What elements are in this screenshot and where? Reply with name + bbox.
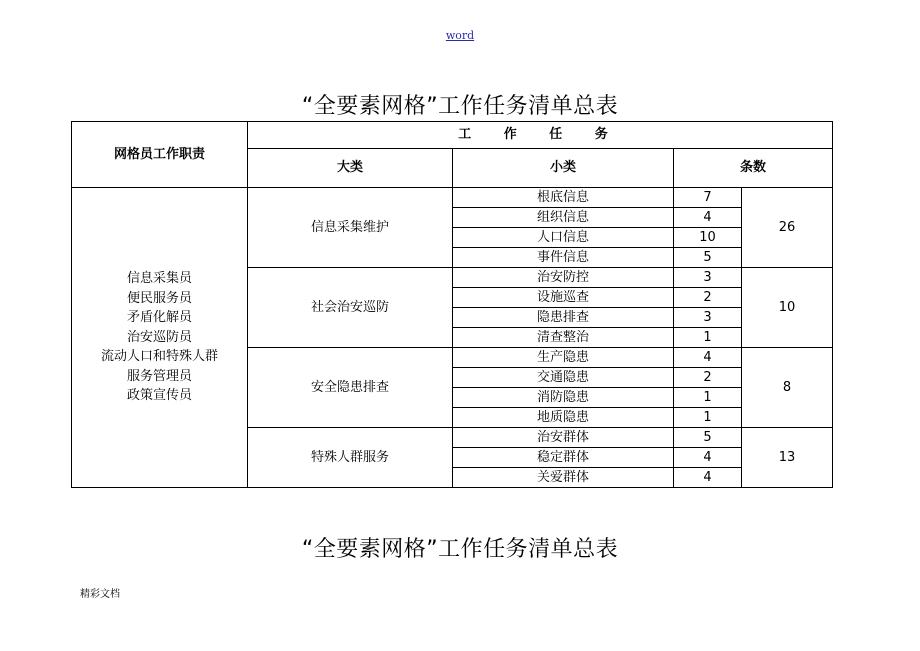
minor-category: 消防隐患: [453, 388, 674, 408]
page-title: “全要素网格”工作任务清单总表: [301, 94, 619, 119]
item-count: 4: [674, 208, 742, 228]
major-category: 特殊人群服务: [248, 428, 453, 488]
header-role: 网格员工作职责: [72, 122, 248, 188]
minor-category: 根底信息: [453, 188, 674, 208]
minor-category: 交通隐患: [453, 368, 674, 388]
item-count: 4: [674, 448, 742, 468]
item-count: 2: [674, 368, 742, 388]
major-category: 社会治安巡防: [248, 268, 453, 348]
role-item: 矛盾化解员: [126, 310, 192, 326]
role-item: 便民服务员: [126, 290, 192, 306]
header-count: 条数: [674, 149, 833, 188]
minor-category: 清查整治: [453, 328, 674, 348]
header-minor: 小类: [453, 149, 674, 188]
group-total: 26: [742, 188, 833, 268]
header-major: 大类: [248, 149, 453, 188]
table-row: [72, 188, 833, 208]
role-item: 信息采集员: [126, 271, 192, 287]
minor-category: 地质隐患: [453, 408, 674, 428]
item-count: 7: [674, 188, 742, 208]
item-count: 3: [674, 268, 742, 288]
minor-category: 治安防控: [453, 268, 674, 288]
item-count: 3: [674, 308, 742, 328]
minor-category: 稳定群体: [453, 448, 674, 468]
role-item: 政策宣传员: [126, 388, 192, 404]
minor-category: 组织信息: [453, 208, 674, 228]
item-count: 4: [674, 468, 742, 488]
item-count: 1: [674, 388, 742, 408]
minor-category: 治安群体: [453, 428, 674, 448]
roles-cell: [72, 188, 248, 488]
item-count: 10: [674, 228, 742, 248]
item-count: 1: [674, 408, 742, 428]
footer-text: 精彩文档: [80, 589, 120, 600]
role-item: 流动人口和特殊人群: [100, 349, 218, 365]
minor-category: 事件信息: [453, 248, 674, 268]
minor-category: 隐患排查: [453, 308, 674, 328]
header-tasks: 工 作 任 务: [248, 122, 833, 149]
group-total: 8: [742, 348, 833, 428]
item-count: 1: [674, 328, 742, 348]
role-item: 服务管理员: [126, 368, 192, 384]
task-table: [71, 121, 833, 488]
minor-category: 人口信息: [453, 228, 674, 248]
major-category: 安全隐患排查: [248, 348, 453, 428]
header-link[interactable]: word: [445, 29, 475, 42]
item-count: 5: [674, 428, 742, 448]
role-item: 治安巡防员: [126, 329, 192, 345]
minor-category: 生产隐患: [453, 348, 674, 368]
item-count: 4: [674, 348, 742, 368]
minor-category: 设施巡查: [453, 288, 674, 308]
group-total: 10: [742, 268, 833, 348]
minor-category: 关爱群体: [453, 468, 674, 488]
major-category: 信息采集维护: [248, 188, 453, 268]
item-count: 5: [674, 248, 742, 268]
item-count: 2: [674, 288, 742, 308]
group-total: 13: [742, 428, 833, 488]
page-title-repeat: “全要素网格”工作任务清单总表: [301, 537, 619, 562]
